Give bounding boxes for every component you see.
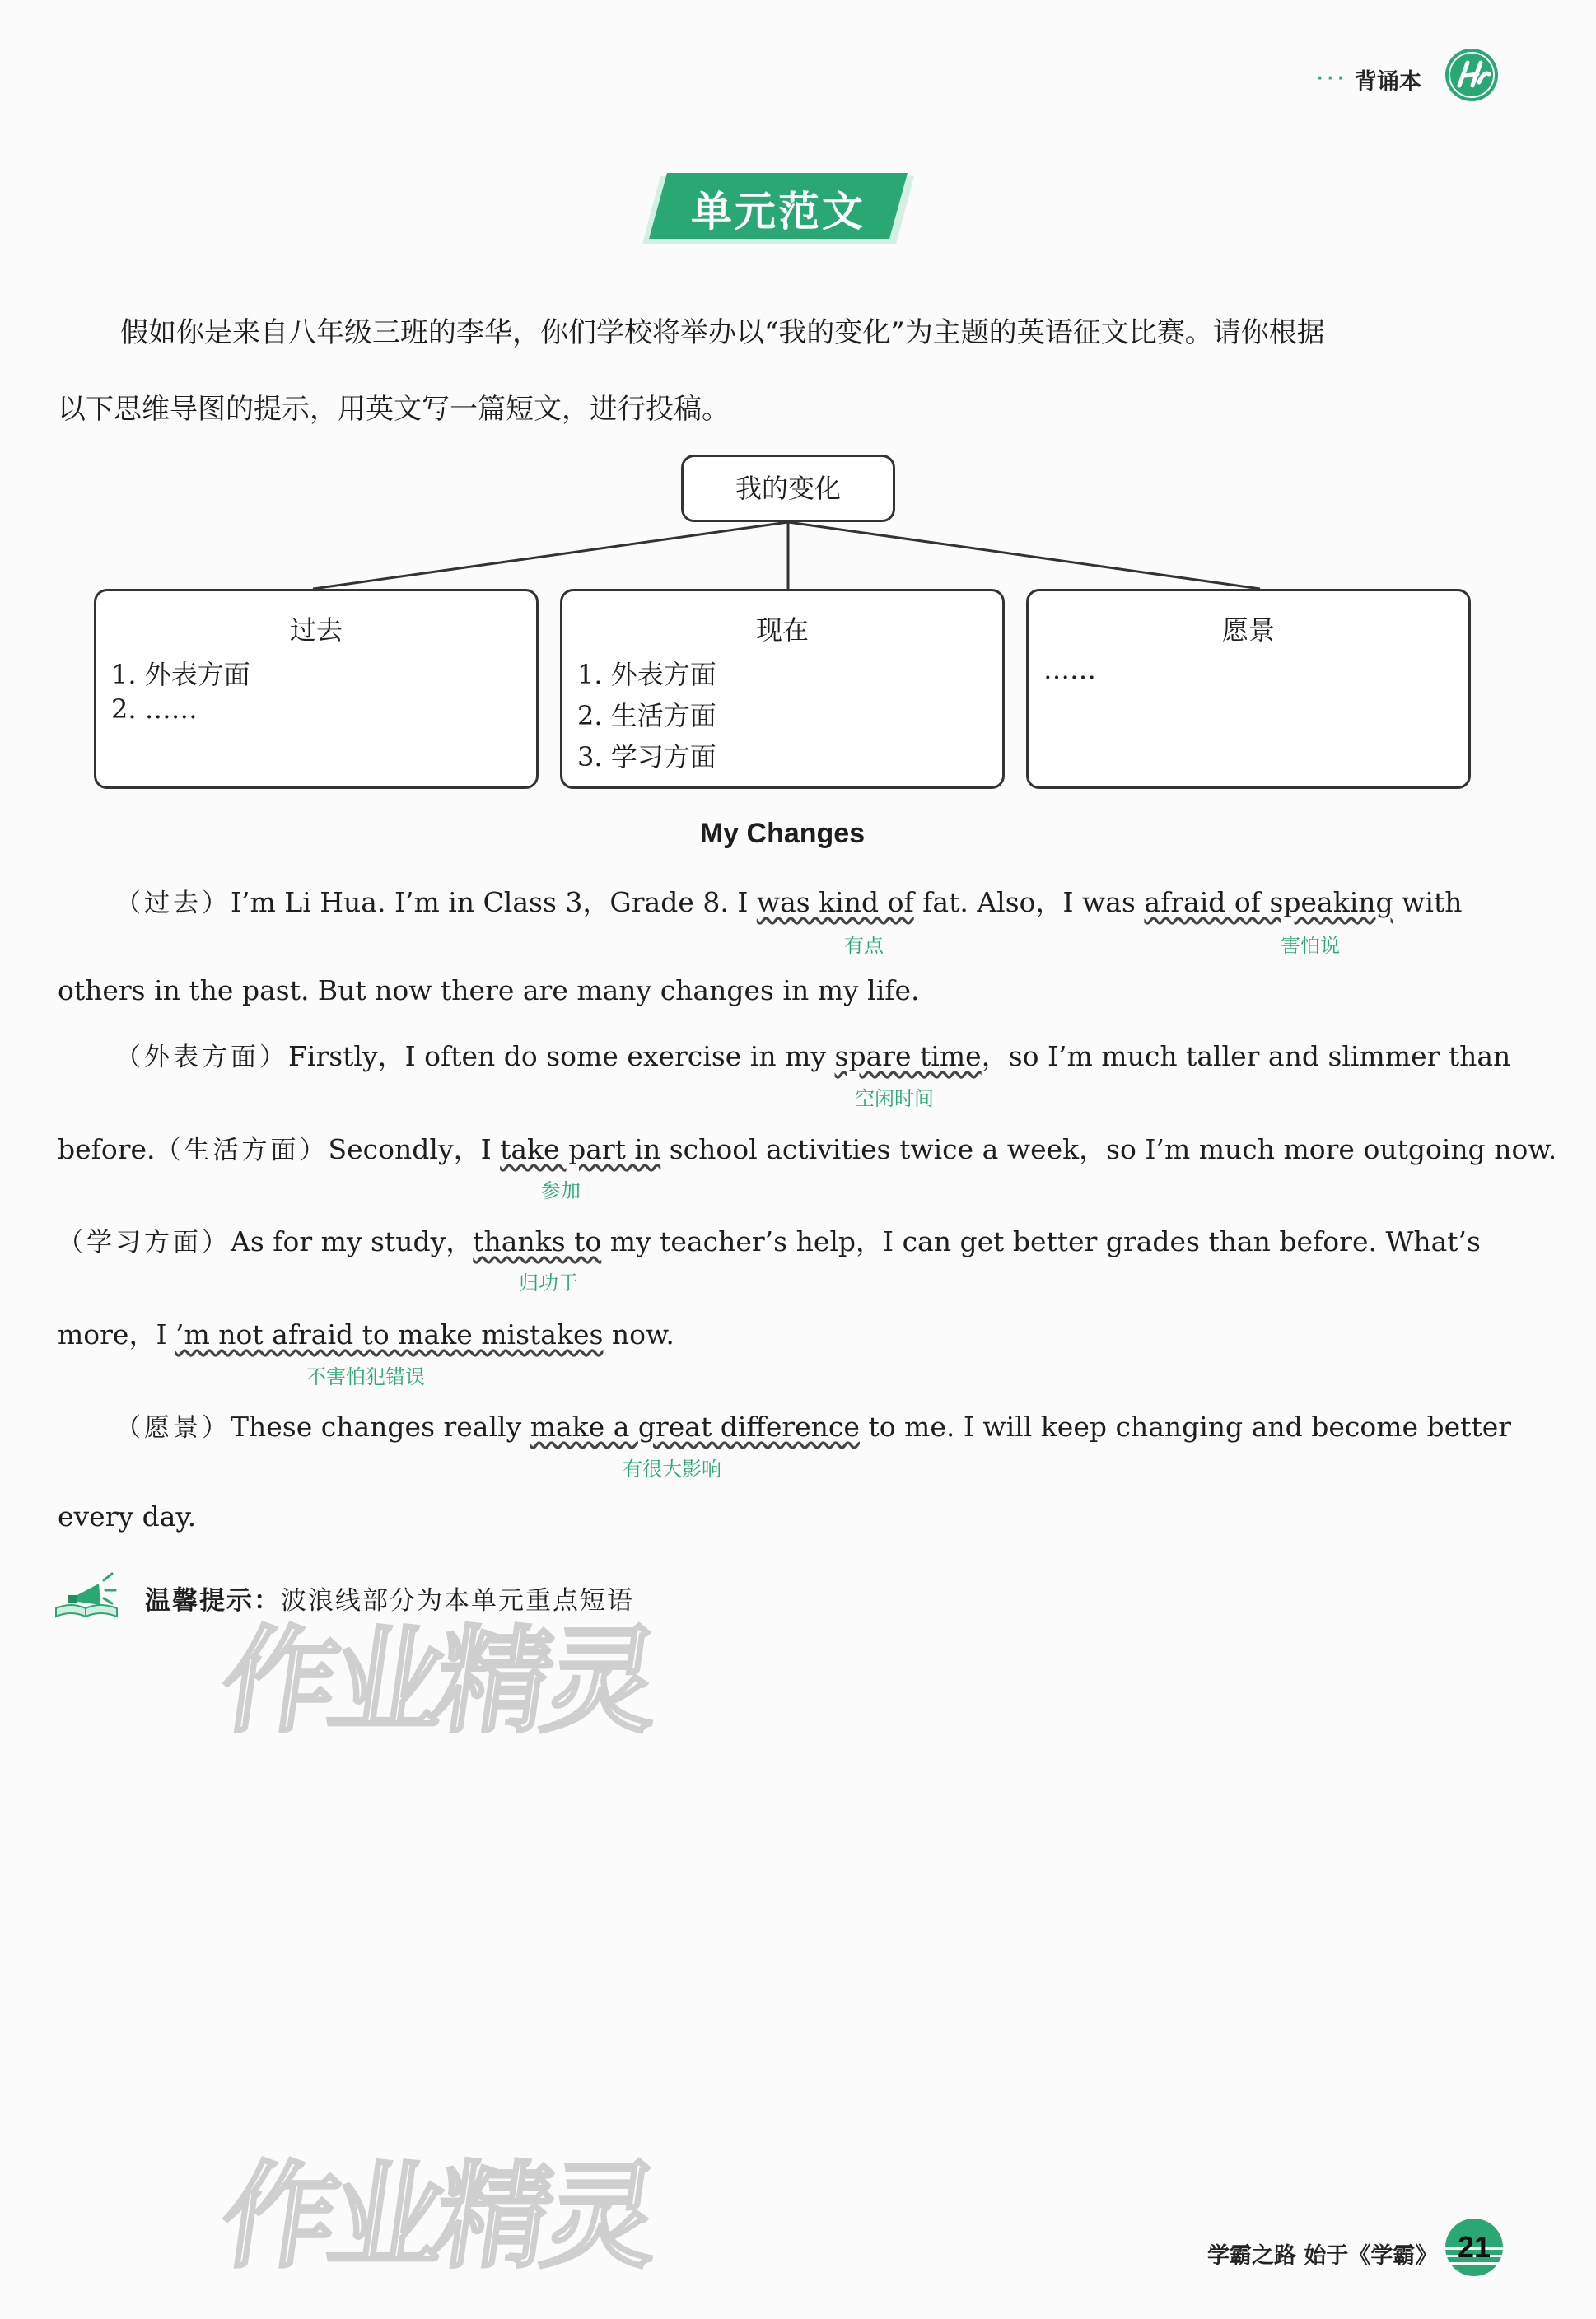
footer-slogan: 学霸之路 始于《学霸》 (1207, 2243, 1438, 2269)
mindmap-present-item: 3. 学习方面 (577, 741, 716, 772)
page-number: 21 (1457, 2230, 1491, 2264)
essay-title: My Changes (699, 818, 866, 849)
task-line-1: 假如你是来自八年级三班的李华，你们学校将举办以“我的变化”为主题的英语征文比赛。请你根据 (120, 316, 1325, 349)
mindmap-past-title: 过去 (289, 614, 343, 646)
essay-p4-line2: more，I ’m not afraid to make mistakes now. (58, 1318, 674, 1351)
essay-p5-line1: （愿景）These changes really make a great difference to me. I will keep changing and become better (115, 1411, 1512, 1443)
mindmap-root: 我的变化 (681, 455, 895, 522)
key-phrase: make a great difference (530, 1411, 860, 1443)
header-dots: ··· (1316, 64, 1347, 93)
section-title: 单元范文 (691, 188, 866, 236)
section-tag: （生活方面） (155, 1136, 329, 1165)
essay-p1-line1: （过去）I’m Li Hua. I’m in Class 3，Grade 8. I was kind of fat. Also，I was afraid of speaking with (115, 886, 1463, 918)
task-line-2: 以下思维导图的提示，用英文写一篇短文，进行投稿。 (58, 393, 730, 426)
phrase-gloss: 不害怕犯错误 (306, 1365, 425, 1388)
key-phrase: take part in (500, 1133, 661, 1165)
mindmap-vision-title: 愿景 (1221, 614, 1275, 646)
phrase-gloss: 有点 (844, 934, 884, 957)
tip-label: 温馨提示： (145, 1586, 281, 1616)
key-phrase: afraid of speaking (1144, 886, 1393, 918)
brand-logo-icon (1443, 46, 1500, 104)
key-phrase: spare time (834, 1040, 982, 1072)
mindmap-past-box (94, 589, 539, 789)
mindmap-vision-box (1026, 589, 1471, 789)
mindmap-vision-item: …… (1043, 654, 1096, 685)
essay-p4-line1: （学习方面）As for my study，thanks to my teacher’s help，I can get better grades than before. What’s (58, 1225, 1481, 1257)
key-phrase: ’m not afraid to make mistakes (175, 1318, 604, 1351)
tip-text: 温馨提示：波浪线部分为本单元重点短语 (145, 1586, 634, 1616)
phrase-gloss: 害怕说 (1281, 934, 1340, 957)
watermark: 作业精灵 (212, 2150, 660, 2284)
header-label: 背诵本 (1355, 69, 1421, 95)
key-phrase: was kind of (756, 886, 914, 918)
phrase-gloss: 参加 (541, 1179, 581, 1202)
mindmap-present-title: 现在 (755, 614, 809, 646)
key-phrase: thanks to (473, 1225, 602, 1257)
watermark: 作业精灵 (212, 1615, 660, 1749)
megaphone-book-icon (53, 1569, 120, 1620)
section-tag: （外表方面） (115, 1043, 288, 1072)
phrase-gloss: 空闲时间 (855, 1087, 934, 1110)
mindmap-past-item: 1. 外表方面 (111, 659, 250, 690)
mindmap-past-item: 2. …… (111, 693, 198, 725)
essay-p5-line2: every day. (58, 1500, 197, 1533)
mindmap-present-box (560, 589, 1005, 789)
mindmap-present-item: 1. 外表方面 (577, 659, 716, 690)
essay-p3-line1: before.（生活方面）Secondly，I take part in school activities twice a week，so I’m much more outgoing now. (58, 1133, 1557, 1165)
phrase-gloss: 有很大影响 (623, 1458, 721, 1481)
essay-p2-line1: （外表方面）Firstly，I often do some exercise in my spare time，so I’m much taller and slimmer than (115, 1040, 1511, 1072)
section-tag: （过去） (115, 889, 231, 918)
mindmap-present-item: 2. 生活方面 (577, 700, 716, 731)
section-tag: （愿景） (115, 1413, 231, 1443)
essay-p1-line2: others in the past. But now there are many changes in my life. (58, 974, 920, 1006)
phrase-gloss: 归功于 (519, 1271, 578, 1295)
section-tag: （学习方面） (58, 1228, 231, 1257)
